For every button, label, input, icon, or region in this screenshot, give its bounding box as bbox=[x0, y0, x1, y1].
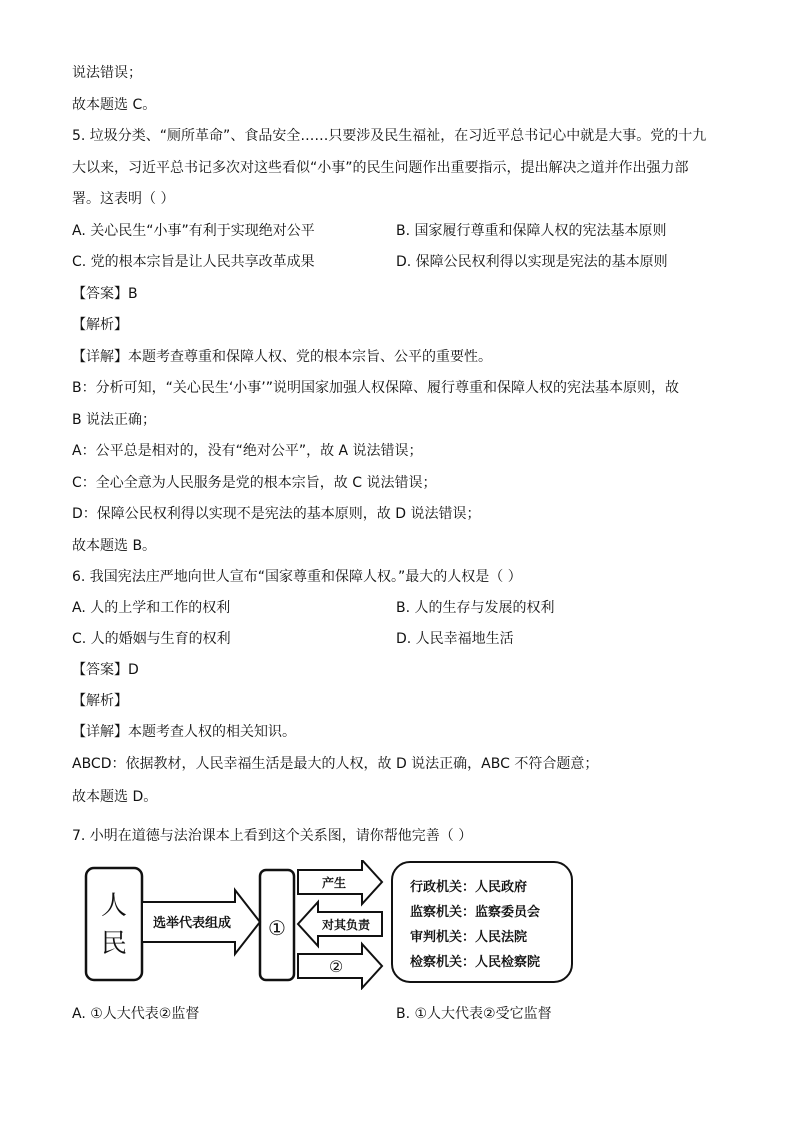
question-5-option-b: B. 国家履行尊重和保障人权的宪法基本原则 bbox=[396, 223, 667, 239]
answer-label: 【答案】B bbox=[72, 286, 138, 302]
question-5-stem: 5. 垃圾分类、“厕所革命”、食品安全……只要涉及民生福祉，在习近平总书记心中就是大事。党的十九 bbox=[72, 128, 707, 144]
question-7-stem: 7. 小明在道德与法治课本上看到这个关系图，请你帮他完善（ ） bbox=[72, 828, 473, 844]
question-6-option-a: A. 人的上学和工作的权利 bbox=[72, 600, 231, 616]
question-7-option-b: B. ①人大代表②受它监督 bbox=[396, 1006, 552, 1022]
detail-text: 故本题选 D。 bbox=[72, 789, 158, 805]
organ-item: 检察机关：人民检察院 bbox=[410, 955, 541, 970]
text-line: 故本题选 C。 bbox=[72, 97, 157, 113]
people-char-1: 人 bbox=[100, 891, 128, 921]
text-line: 说法错误； bbox=[72, 65, 142, 81]
elect-label: 选举代表组成 bbox=[152, 916, 232, 931]
detail-text: A：公平总是相对的，没有“绝对公平”，故 A 说法错误； bbox=[72, 443, 423, 459]
detail-text: B 说法正确； bbox=[72, 412, 157, 428]
relationship-diagram bbox=[80, 860, 580, 990]
question-5-stem: 署。这表明（ ） bbox=[72, 191, 175, 207]
organ-item: 监察机关：监察委员会 bbox=[410, 905, 541, 920]
question-6-option-c: C. 人的婚姻与生育的权利 bbox=[72, 631, 231, 647]
organ-item: 审判机关：人民法院 bbox=[410, 930, 528, 945]
people-char-2: 民 bbox=[100, 929, 128, 959]
detail-text: B：分析可知，“关心民生‘小事’”说明国家加强人权保障、履行尊重和保障人权的宪法基本原则，故 bbox=[72, 380, 680, 396]
analysis-label: 【解析】 bbox=[72, 317, 128, 333]
analysis-label: 【解析】 bbox=[72, 693, 128, 709]
detail-text: 【详解】本题考查人权的相关知识。 bbox=[72, 724, 296, 740]
organ-item: 行政机关：人民政府 bbox=[410, 880, 528, 895]
detail-text: 故本题选 B。 bbox=[72, 538, 157, 554]
question-5-option-d: D. 保障公民权利得以实现是宪法的基本原则 bbox=[396, 254, 668, 270]
question-5-option-c: C. 党的根本宗旨是让人民共享改革成果 bbox=[72, 254, 315, 270]
question-6-option-d: D. 人民幸福地生活 bbox=[396, 631, 514, 647]
center-label: ① bbox=[268, 916, 286, 940]
question-6-option-b: B. 人的生存与发展的权利 bbox=[396, 600, 555, 616]
question-5-stem: 大以来，习近平总书记多次对这些看似“小事”的民生问题作出重要指示，提出解决之道并作出强力部 bbox=[72, 160, 689, 176]
detail-text: 【详解】本题考查尊重和保障人权、党的根本宗旨、公平的重要性。 bbox=[72, 349, 492, 365]
detail-text: D：保障公民权利得以实现不是宪法的基本原则，故 D 说法错误； bbox=[72, 506, 481, 522]
question-6-stem: 6. 我国宪法庄严地向世人宣布“国家尊重和保障人权。”最大的人权是（ ） bbox=[72, 569, 522, 585]
detail-text: C：全心全意为人民服务是党的根本宗旨，故 C 说法错误； bbox=[72, 475, 437, 491]
detail-text: ABCD：依据教材，人民幸福生活是最大的人权，故 D 说法正确，ABC 不符合题意； bbox=[72, 756, 599, 772]
answer-label: 【答案】D bbox=[72, 662, 139, 678]
responsible-label: 对其负责 bbox=[321, 918, 371, 932]
produce-label: 产生 bbox=[321, 876, 347, 890]
arrow-two-label: ② bbox=[328, 957, 344, 976]
people-box bbox=[86, 868, 142, 980]
question-7-option-a: A. ①人大代表②监督 bbox=[72, 1006, 200, 1022]
question-5-option-a: A. 关心民生“小事”有利于实现绝对公平 bbox=[72, 223, 315, 239]
